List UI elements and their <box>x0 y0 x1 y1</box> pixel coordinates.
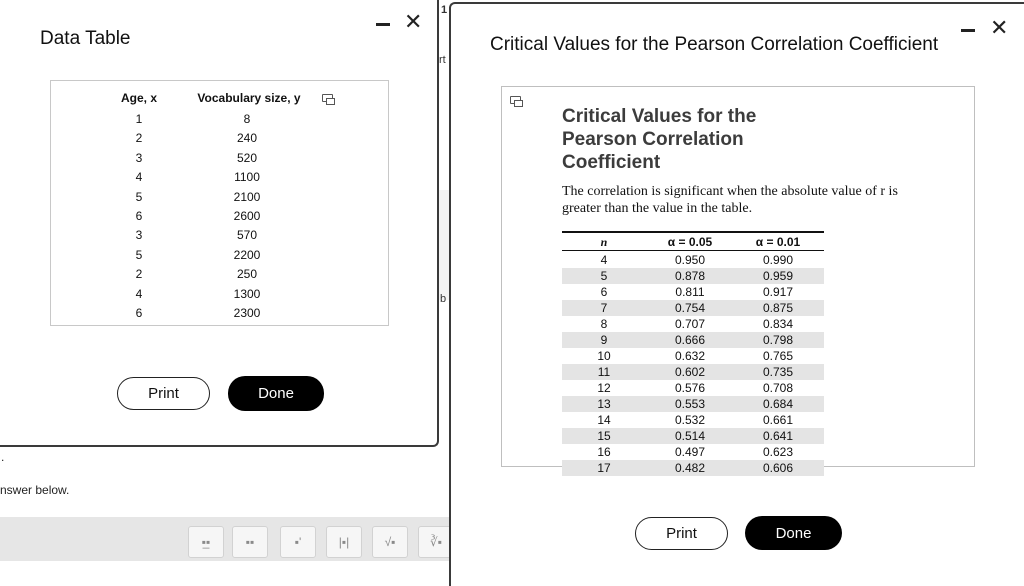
table-row <box>562 300 824 316</box>
table-cell-vocabulary: 520 <box>236 150 258 165</box>
table-cell-age: 2 <box>135 131 143 146</box>
table-cell-alpha-005: 0.602 <box>674 365 706 379</box>
exponent-icon[interactable]: ▪' <box>280 526 316 558</box>
table-cell-alpha-001: 0.990 <box>762 253 794 267</box>
table-header-row <box>562 234 824 250</box>
table-cell-alpha-005: 0.576 <box>674 381 706 395</box>
table-cell-alpha-001: 0.834 <box>762 317 794 331</box>
fraction-icon[interactable]: ▪̲▪ <box>188 526 224 558</box>
panel-heading: Critical Values for the Pearson Correlation Coefficient <box>562 106 757 173</box>
table-cell-alpha-005: 0.878 <box>674 269 706 283</box>
table-cell-n: 17 <box>597 461 611 475</box>
table-cell-alpha-005: 0.482 <box>674 461 706 475</box>
dialog-title: Critical Values for the Pearson Correlation Coefficient <box>490 34 939 55</box>
table-cell-alpha-001: 0.798 <box>762 333 794 347</box>
table-cell-alpha-005: 0.553 <box>674 397 706 411</box>
table-cell-alpha-001: 0.684 <box>762 397 794 411</box>
table-cell-age: 6 <box>135 306 143 320</box>
table-cell-alpha-005: 0.754 <box>674 301 706 315</box>
table-cell-vocabulary: 8 <box>243 112 251 126</box>
table-cell-alpha-001: 0.875 <box>762 301 794 315</box>
table-cell-alpha-005: 0.811 <box>675 285 705 299</box>
data-table-dialog <box>0 0 439 447</box>
copy-icon[interactable] <box>322 94 333 102</box>
table-row <box>562 348 824 364</box>
background-marker-rt: rt <box>439 54 446 66</box>
background-marker-b: b <box>440 293 447 305</box>
table-cell-alpha-005: 0.707 <box>674 317 706 331</box>
table-cell-alpha-005: 0.514 <box>674 429 706 443</box>
critical-values-dialog <box>449 2 1024 586</box>
table-row <box>562 412 824 428</box>
table-header-rule <box>562 250 824 251</box>
table-cell-n: 8 <box>600 317 608 331</box>
table-cell-alpha-005: 0.497 <box>674 445 706 459</box>
data-table <box>50 80 389 326</box>
background-marker-1: 1 <box>441 4 448 16</box>
table-cell-alpha-005: 0.666 <box>674 333 706 347</box>
table-cell-n: 13 <box>597 397 611 411</box>
table-cell-vocabulary: 1300 <box>233 286 261 301</box>
table-cell-n: 14 <box>597 413 611 427</box>
column-header-vocabulary: Vocabulary size, y <box>197 91 301 105</box>
table-cell-n: 11 <box>597 365 611 379</box>
panel-description: The correlation is significant when the absolute value of r is greater than the value in the table. <box>562 184 898 216</box>
table-cell-alpha-001: 0.641 <box>762 429 794 443</box>
table-cell-alpha-005: 0.950 <box>674 253 706 267</box>
done-button[interactable]: Done <box>228 376 324 411</box>
column-header-n: n <box>600 235 608 249</box>
print-button[interactable]: Print <box>117 377 210 410</box>
minimize-icon[interactable] <box>961 29 975 32</box>
table-cell-alpha-001: 0.735 <box>762 365 794 379</box>
dialog-title: Data Table <box>40 28 131 49</box>
table-top-rule <box>562 231 824 233</box>
nth-root-icon[interactable]: ∛▪ <box>418 526 454 558</box>
table-cell-alpha-001: 0.661 <box>762 413 794 427</box>
table-cell-n: 16 <box>597 445 611 459</box>
column-header-alpha-005: α = 0.05 <box>667 235 713 249</box>
table-cell-age: 4 <box>135 286 143 301</box>
table-cell-vocabulary: 2300 <box>233 306 261 320</box>
table-cell-n: 6 <box>600 285 608 299</box>
print-button[interactable]: Print <box>635 517 728 550</box>
table-row <box>562 428 824 444</box>
table-cell-vocabulary: 240 <box>236 131 258 146</box>
table-cell-n: 10 <box>597 349 611 363</box>
table-cell-alpha-005: 0.532 <box>674 413 706 427</box>
table-row <box>562 268 824 284</box>
table-cell-vocabulary: 2100 <box>233 189 261 204</box>
table-row <box>562 460 824 476</box>
close-icon[interactable]: ✕ <box>404 10 423 35</box>
table-cell-alpha-005: 0.632 <box>674 349 706 363</box>
table-row <box>562 364 824 380</box>
table-cell-age: 4 <box>135 170 143 185</box>
table-row <box>562 252 824 268</box>
table-cell-vocabulary: 2600 <box>233 209 261 223</box>
column-header-age: Age, x <box>120 91 157 105</box>
table-row <box>562 332 824 348</box>
close-icon[interactable]: ✕ <box>990 16 1009 41</box>
copy-icon[interactable] <box>510 96 521 104</box>
absolute-value-icon[interactable]: |▪| <box>326 526 362 558</box>
table-row <box>562 316 824 332</box>
table-cell-vocabulary: 570 <box>236 228 258 243</box>
table-cell-alpha-001: 0.765 <box>762 349 794 363</box>
table-cell-alpha-001: 0.959 <box>762 269 794 283</box>
square-root-icon[interactable]: √▪ <box>372 526 408 558</box>
table-cell-n: 7 <box>600 301 608 315</box>
table-cell-age: 5 <box>135 247 143 262</box>
table-cell-vocabulary: 250 <box>236 267 258 282</box>
table-cell-age: 6 <box>135 209 143 223</box>
table-cell-n: 9 <box>600 333 608 347</box>
table-row <box>562 380 824 396</box>
table-cell-age: 3 <box>135 228 143 243</box>
table-row <box>562 396 824 412</box>
table-cell-n: 4 <box>600 253 608 267</box>
minimize-icon[interactable] <box>376 23 390 26</box>
table-row <box>562 284 824 300</box>
table-cell-n: 5 <box>600 269 608 283</box>
table-cell-age: 1 <box>135 112 143 126</box>
table-cell-alpha-001: 0.708 <box>762 381 794 395</box>
answer-below-text: nswer below. <box>0 483 70 497</box>
table-cell-age: 2 <box>135 267 143 282</box>
table-cell-alpha-001: 0.623 <box>762 445 794 459</box>
table-cell-alpha-001: 0.606 <box>762 461 794 475</box>
table-row <box>562 444 824 460</box>
table-cell-age: 5 <box>135 189 143 204</box>
table-cell-age: 3 <box>135 150 143 165</box>
table-cell-n: 15 <box>597 429 611 443</box>
background-period: . <box>1 450 5 464</box>
table-cell-vocabulary: 1100 <box>234 170 260 185</box>
table-cell-alpha-001: 0.917 <box>762 285 794 299</box>
done-button[interactable]: Done <box>745 516 842 550</box>
table-cell-n: 12 <box>597 381 611 395</box>
critical-values-panel <box>501 86 975 475</box>
column-header-alpha-001: α = 0.01 <box>755 235 801 249</box>
mixed-number-icon[interactable]: ▪▪ <box>232 526 268 558</box>
table-cell-vocabulary: 2200 <box>233 247 261 262</box>
